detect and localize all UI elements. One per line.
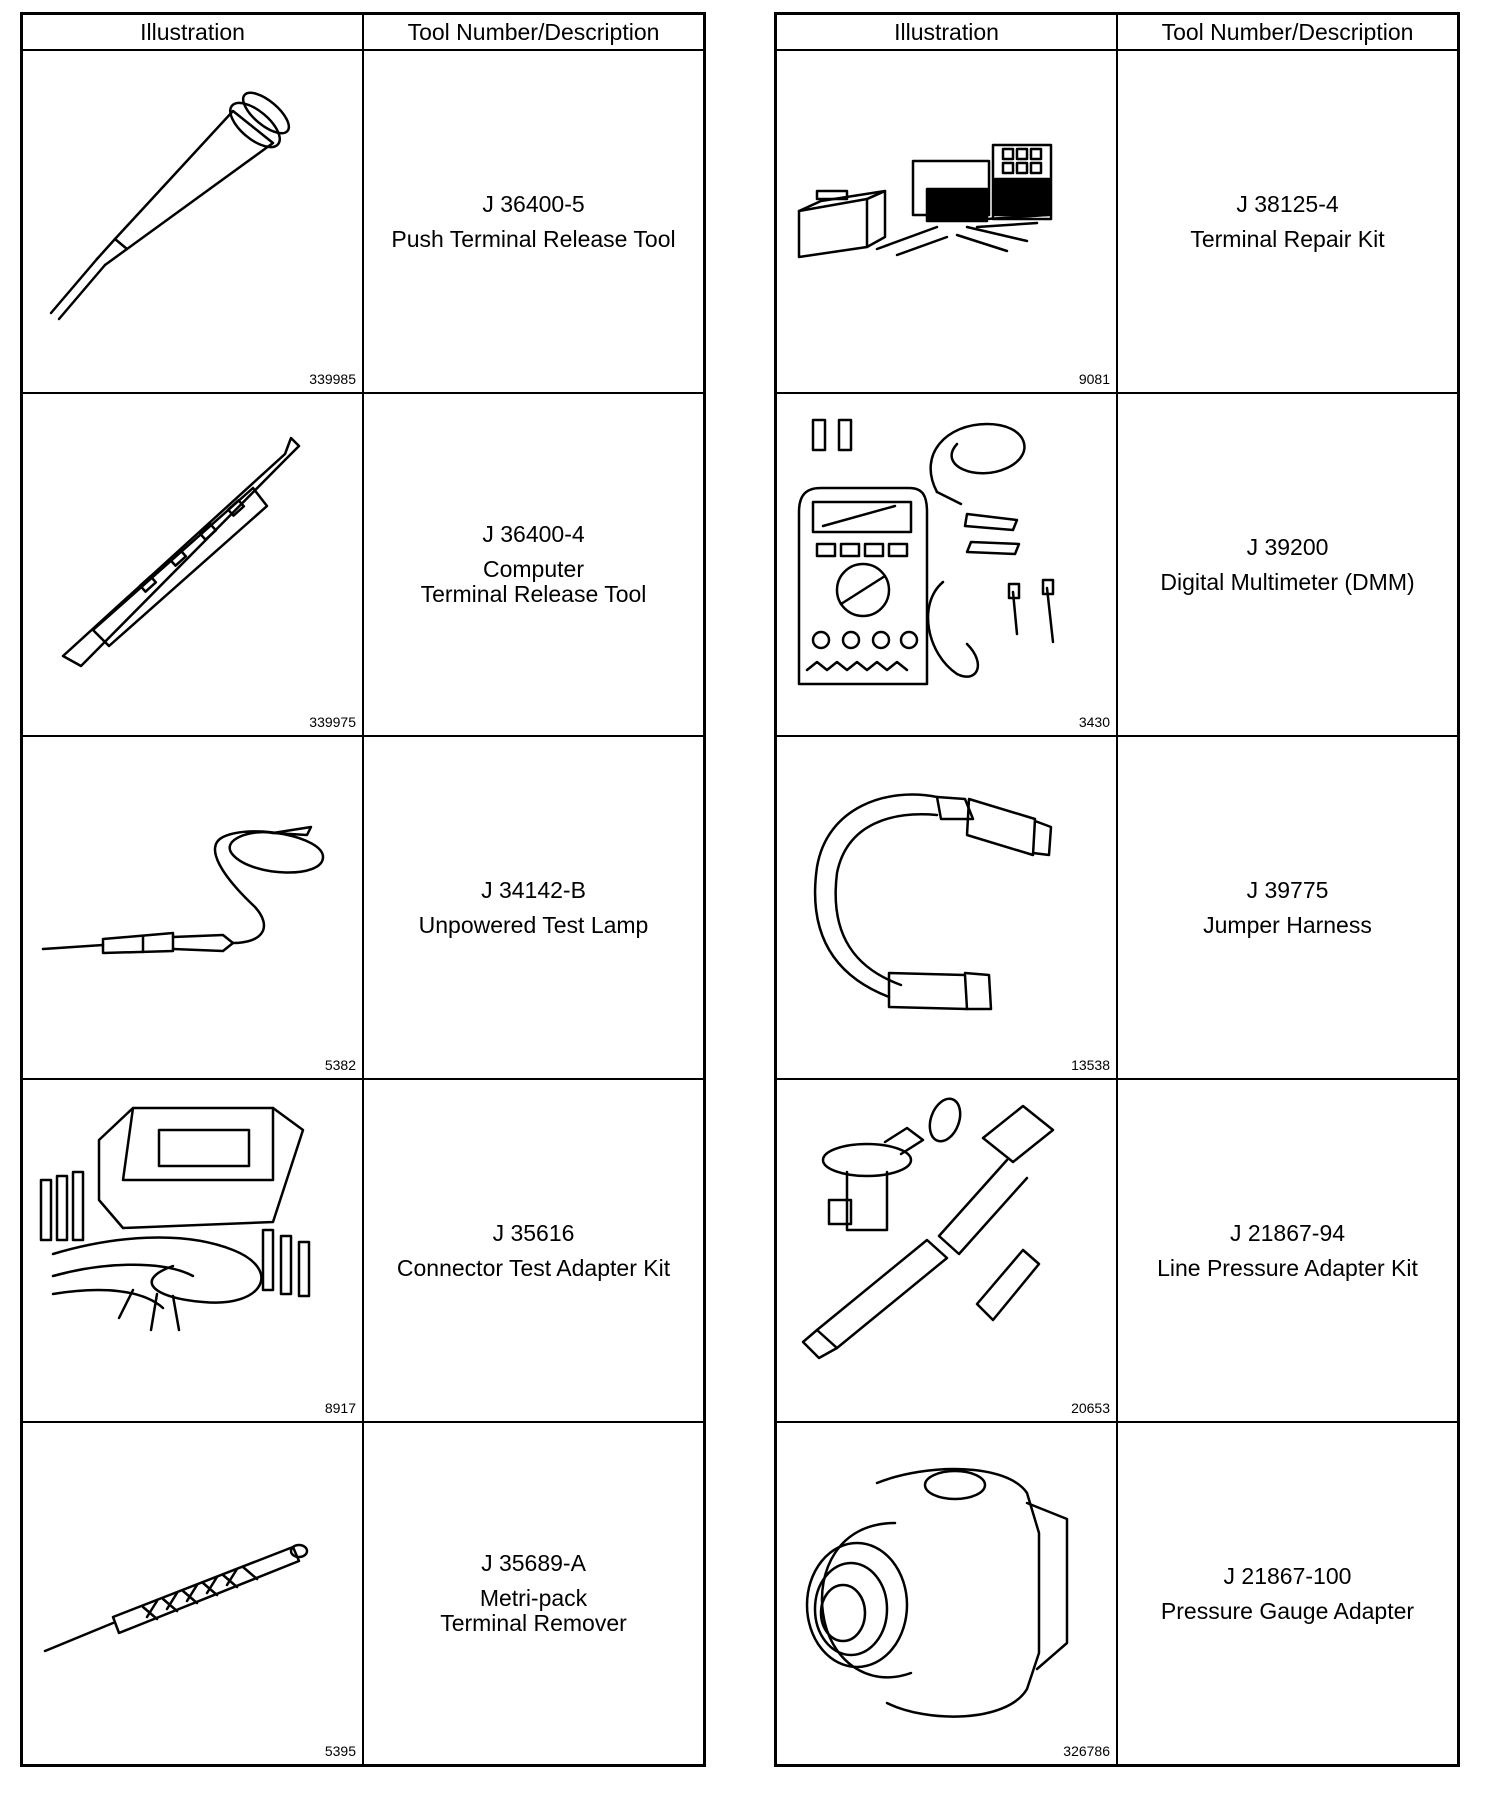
table-row [776,736,1459,1079]
table-row [776,50,1459,393]
tool-header: Tool Number/Description [1117,14,1459,51]
figure-number: 339975 [309,714,356,730]
line-pressure-adapter-kit-icon [777,1080,1117,1400]
illustration-header: Illustration [22,14,364,51]
table-row [776,393,1459,736]
illustration-cell [22,1422,364,1766]
illustration-cell [22,50,364,393]
tool-description-cell [363,393,705,736]
illustration-header: Illustration [776,14,1118,51]
tool-number: J 36400-4 [482,521,585,547]
tools-table-right [774,12,1460,1767]
tool-description: Line Pressure Adapter Kit [1157,1254,1418,1281]
tool-description: Pressure Gauge Adapter [1160,1597,1415,1624]
table-row [776,1422,1459,1766]
tool-number: J 34142-B [481,876,586,903]
illustration-cell [776,393,1118,736]
computer-terminal-release-tool-icon [23,394,363,714]
table-row [776,1079,1459,1422]
figure-number: 5382 [324,1057,356,1073]
push-terminal-release-tool-icon [23,51,363,371]
illustration-cell [776,736,1118,1079]
tool-number: J 21867-94 [1229,1219,1346,1246]
header-row [776,14,1459,51]
tool-description: Computer [483,556,584,582]
tool-description-cell [1117,736,1459,1079]
figure-number: 9081 [1078,371,1110,387]
tool-number: J 21867-100 [1223,1562,1352,1589]
tool-description-cell [363,50,705,393]
illustration-cell [776,50,1118,393]
table-row [22,1422,705,1766]
illustration-cell [22,1079,364,1422]
tool-description: Terminal Remover [440,1610,627,1636]
tool-number: J 35689-A [481,1550,586,1576]
tool-description: Connector Test Adapter Kit [396,1254,671,1281]
tools-table-left [20,12,706,1767]
unpowered-test-lamp-icon [23,737,363,1057]
figure-number: 8917 [324,1400,356,1416]
tool-description: Digital Multimeter (DMM) [1160,568,1415,595]
tool-description-cell [1117,1079,1459,1422]
tool-number: J 36400-5 [482,190,585,217]
tool-description-cell [1117,1422,1459,1766]
metri-pack-terminal-remover-icon [23,1423,363,1743]
table-row [22,736,705,1079]
figure-number: 3430 [1078,714,1110,730]
digital-multimeter-icon [777,394,1117,714]
tool-number: J 39200 [1246,533,1329,560]
tool-description: Push Terminal Release Tool [391,225,676,252]
tool-header: Tool Number/Description [363,14,705,51]
tool-description-cell [1117,50,1459,393]
header-row [22,14,705,51]
tool-description-cell [1117,393,1459,736]
tool-description-cell [363,736,705,1079]
illustration-cell [22,736,364,1079]
illustration-cell [776,1422,1118,1766]
pressure-gauge-adapter-icon [777,1423,1117,1743]
tool-description-cell [363,1422,705,1766]
tool-description: Metri-pack [479,1585,588,1611]
tool-number: J 39775 [1246,876,1329,903]
figure-number: 5395 [324,1743,356,1759]
jumper-harness-icon [777,737,1117,1057]
tool-number: J 35616 [492,1219,575,1246]
tool-description: Terminal Repair Kit [1190,225,1385,252]
table-row [22,1079,705,1422]
tool-description: Jumper Harness [1203,911,1372,938]
tool-description-cell [363,1079,705,1422]
table-row [22,50,705,393]
figure-number: 339985 [309,371,356,387]
figure-number: 13538 [1071,1057,1110,1073]
connector-test-adapter-kit-icon [23,1080,363,1400]
tool-description: Unpowered Test Lamp [418,911,649,938]
tool-number: J 38125-4 [1236,190,1339,217]
illustration-cell [776,1079,1118,1422]
tool-description: Terminal Release Tool [420,581,647,607]
table-row [22,393,705,736]
illustration-cell [22,393,364,736]
figure-number: 326786 [1063,1743,1110,1759]
terminal-repair-kit-icon [777,51,1117,371]
figure-number: 20653 [1071,1400,1110,1416]
